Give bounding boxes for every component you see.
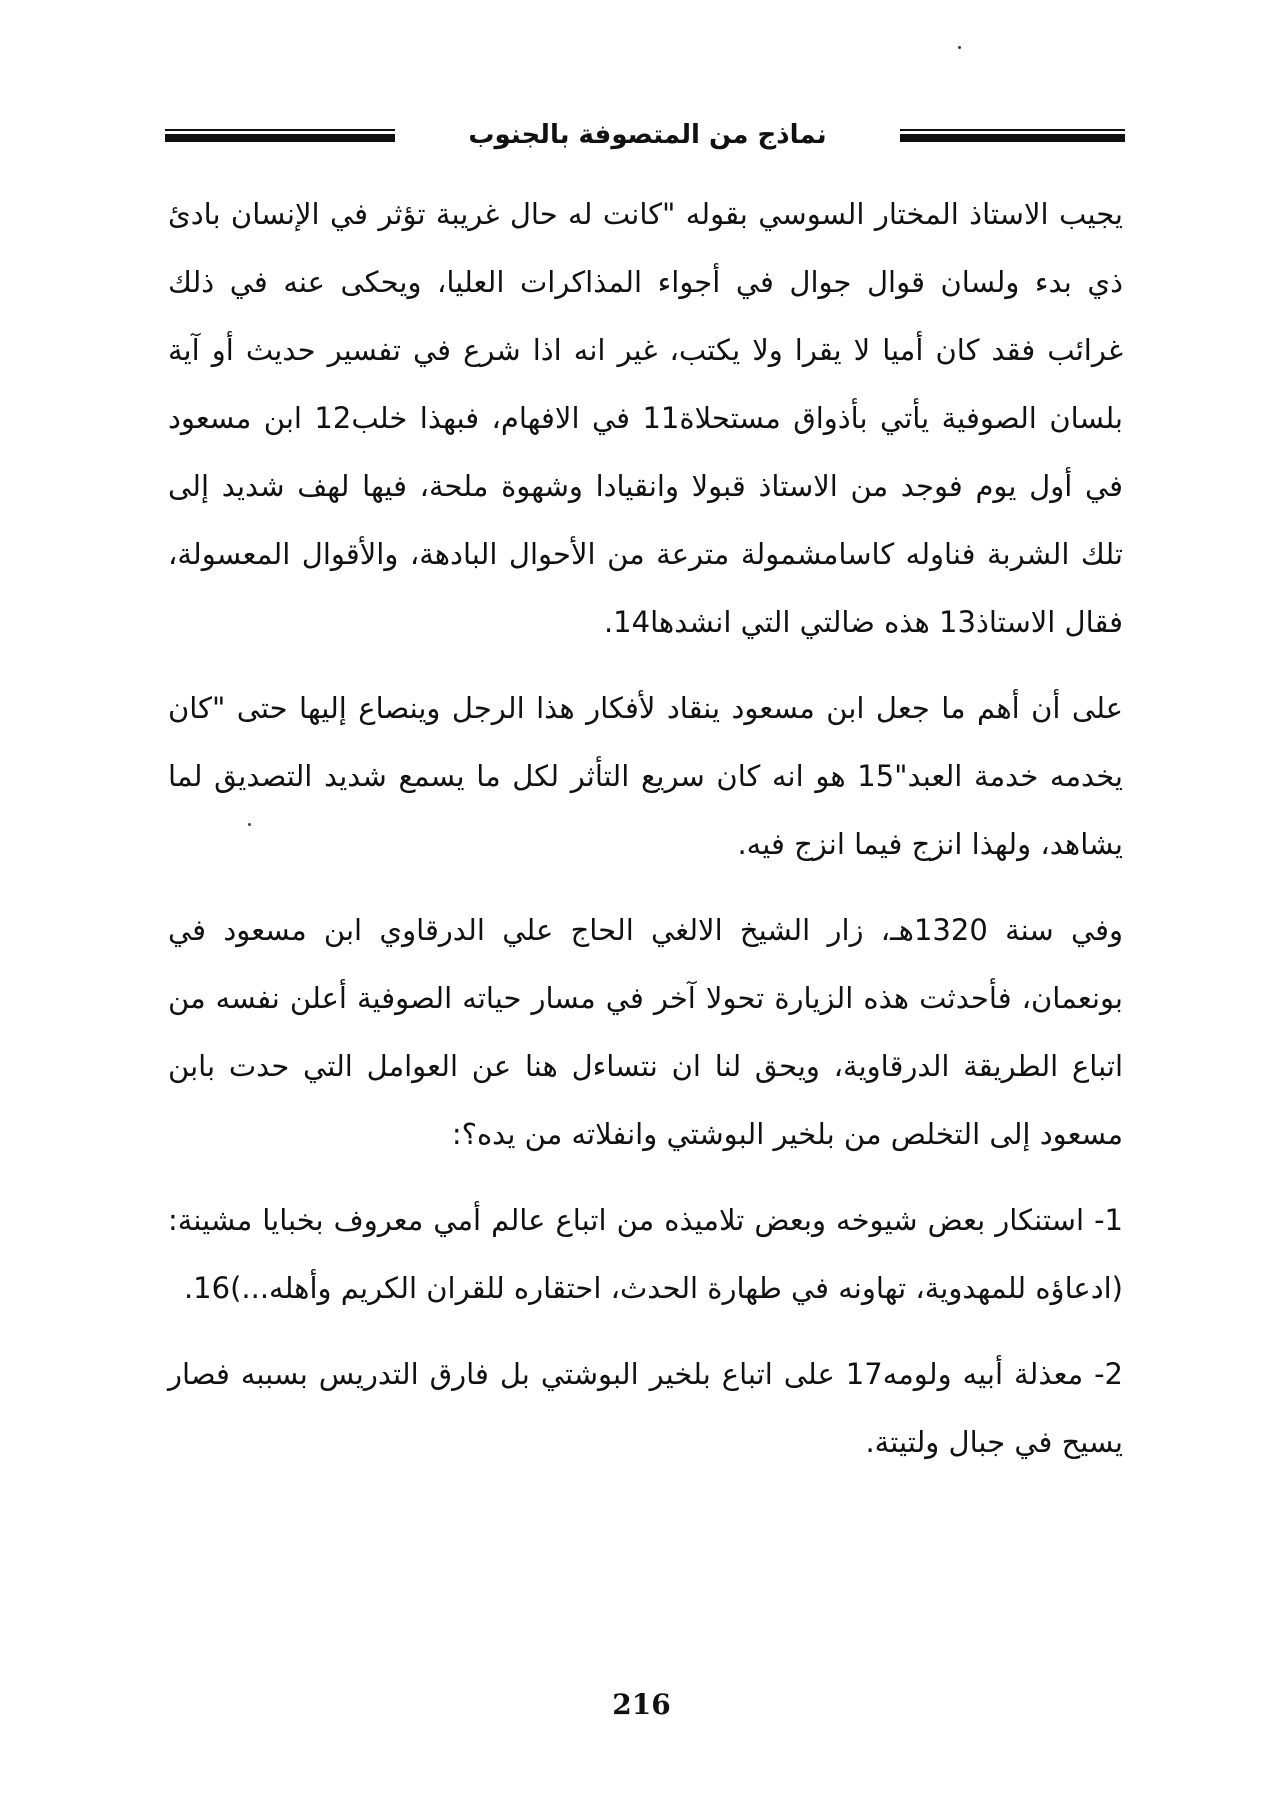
page-number: 216 (612, 1688, 671, 1721)
header-rule-left (165, 134, 395, 142)
paragraph-1: يجيب الاستاذ المختار السوسي بقوله "كانت له حال غريبة تؤثر في الإنسان بادئ ذي بدء ولسان قوال جوال في أجواء المذاكرات العليا، ويحكى عنه في ذلك غرائب فقد كان أميا لا يقرا ولا يكتب، غير انه اذا شرع في تفسير حديث أو آية بلسان الصوفية يأتي بأذواق مستحلاة11 في الافهام، فبهذا خلب12 ابن مسعود في أول يوم فوجد من الاستاذ قبولا وانقيادا وشهوة ملحة، فيها لهف شديد إلى تلك الشربة فناوله كاسامشمولة مترعة من الأحوال البادهة، والأقوال المعسولة، فقال الاستاذ13 هذه ضالتي التي انشدها14. (168, 197, 1123, 639)
paragraph-2: على أن أهم ما جعل ابن مسعود ينقاد لأفكار هذا الرجل وينصاع إليها حتى "كان يخدمه خدمة العبد"15 هو انه كان سريع التأثر لكل ما يسمع شديد التصديق لما يشاهد، ولهذا انزج فيما انزج فيه. (168, 691, 1123, 861)
paragraph-3: وفي سنة 1320هـ، زار الشيخ الالغي الحاج علي الدرقاوي ابن مسعود في بونعمان، فأحدثت هذه الزيارة تحولا آخر في مسار حياته الصوفية أعلن نفسه من اتباع الطريقة الدرقاوية، ويحق لنا ان نتساءل هنا عن العوامل التي حدت بابن مسعود إلى التخلص من بلخير البوشتي وانفلاته من يده؟: (168, 913, 1123, 1151)
list-item-2: 2- معذلة أبيه ولومه17 على اتباع بلخير البوشتي بل فارق التدريس بسببه فصار يسيح في جبال ولتيتة. (168, 1357, 1123, 1459)
list-item-1: 1- استنكار بعض شيوخه وبعض تلاميذه من اتباع عالم أمي معروف بخبايا مشينة: (ادعاؤه للمهدوية، تهاونه في طهارة الحدث، احتقاره للقران الكريم وأهله...)16. (168, 1203, 1123, 1305)
scan-speck (958, 46, 961, 49)
header-rule-right (900, 134, 1125, 142)
body-text (168, 180, 1123, 1494)
running-header (165, 118, 1125, 158)
running-header-title: نماذج من المتصوفة بالجنوب (468, 120, 827, 150)
